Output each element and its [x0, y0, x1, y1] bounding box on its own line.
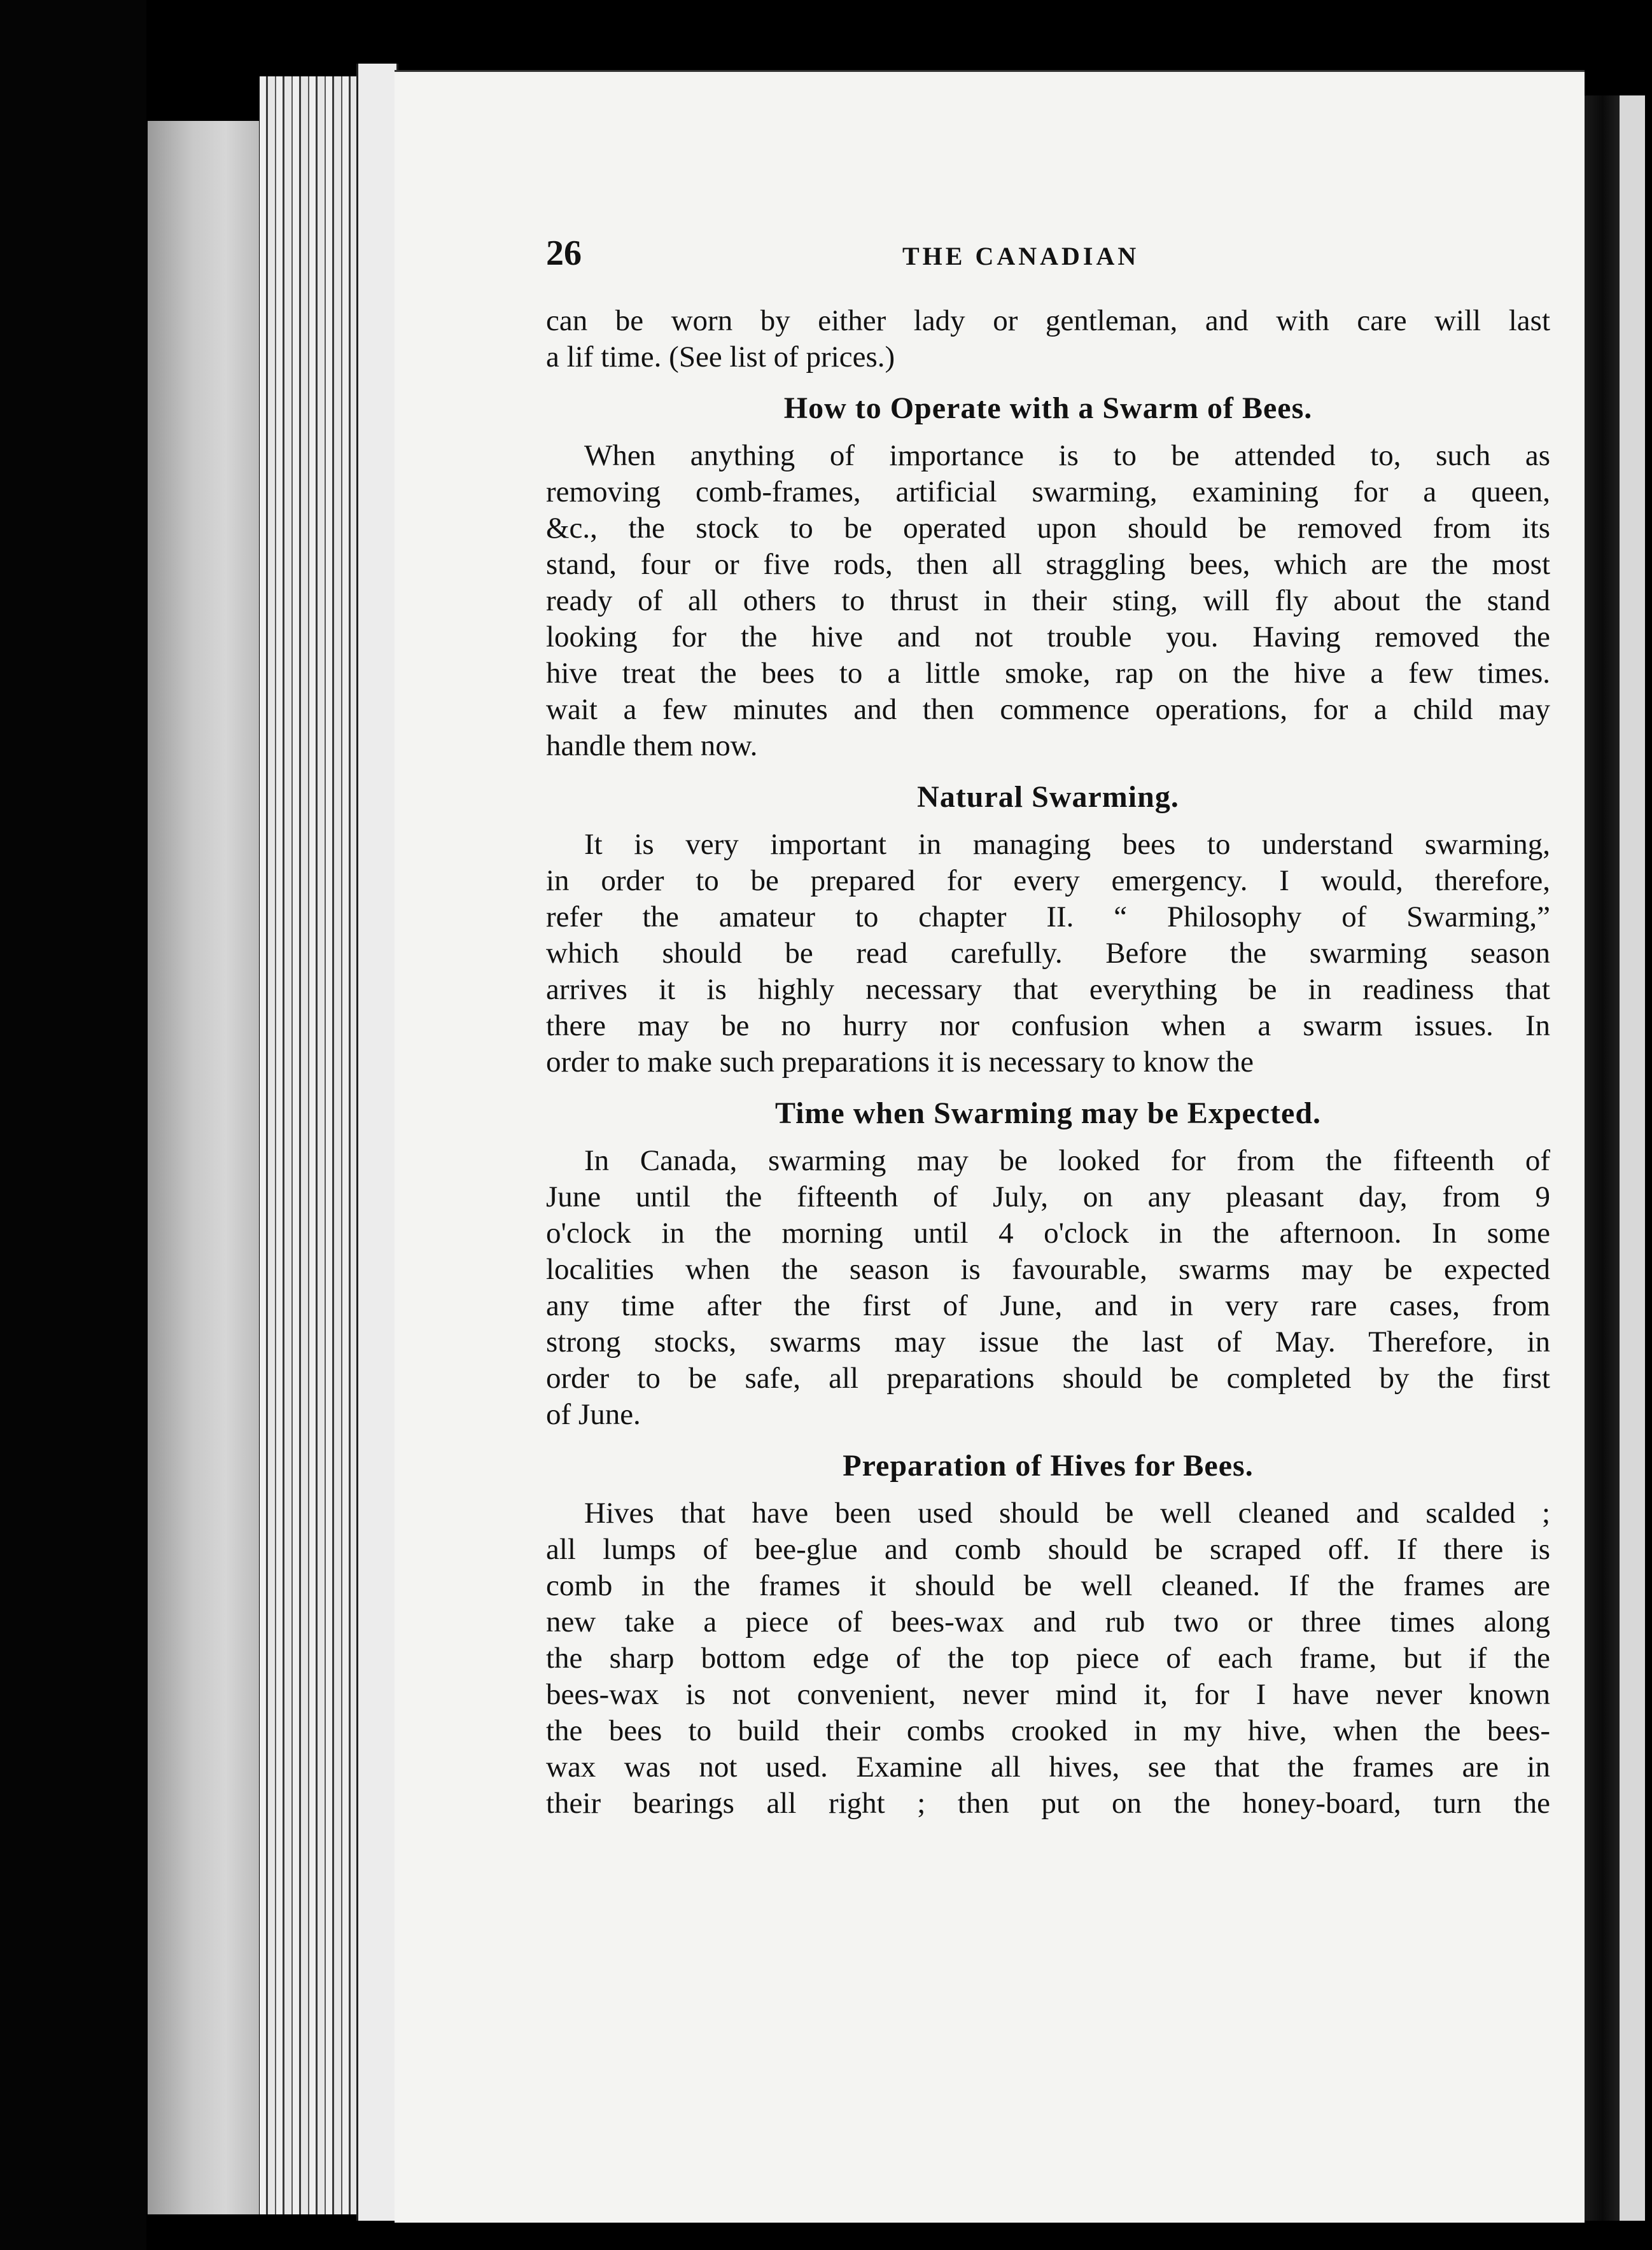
scan-background-left — [0, 0, 146, 2250]
text-line: their bearings all right ; then put on the honey-board, turn the — [546, 1787, 1550, 1820]
paragraph — [546, 1495, 1550, 1822]
text-column — [546, 235, 1550, 1822]
text-line: comb in the frames it should be well cleaned. If the frames are — [546, 1569, 1550, 1602]
book-block-edge — [148, 121, 259, 2214]
text-line: handle them now. — [546, 729, 758, 762]
text-line: localities when the season is favourable, swarms may be expected — [546, 1253, 1550, 1286]
text-line: o'clock in the morning until 4 o'clock in the afternoon. In some — [546, 1217, 1550, 1250]
paragraph — [546, 827, 1550, 1080]
section-heading: Natural Swarming. — [917, 780, 1179, 814]
text-line: the bees to build their combs crooked in my hive, when the bees- — [546, 1714, 1550, 1747]
section-heading: How to Operate with a Swarm of Bees. — [783, 391, 1313, 425]
text-line: &c., the stock to be operated upon should be removed from its — [546, 512, 1550, 545]
text-line: looking for the hive and not trouble you. Having removed the — [546, 620, 1550, 653]
section-heading: Time when Swarming may be Expected. — [774, 1096, 1322, 1130]
text-line: hive treat the bees to a little smoke, rap on the hive a few times. — [546, 657, 1550, 690]
text-line: It is very important in managing bees to understand swarming, — [584, 828, 1550, 861]
text-line: all lumps of bee-glue and comb should be scraped off. If there is — [546, 1533, 1550, 1566]
text-line: in order to be prepared for every emergency. I would, therefore, — [546, 864, 1550, 897]
text-line: strong stocks, swarms may issue the last of May. Therefore, in — [546, 1325, 1550, 1359]
text-line: can be worn by either lady or gentleman, and with care will last — [546, 304, 1550, 337]
text-line: In Canada, swarming may be looked for from the fifteenth of — [584, 1144, 1550, 1177]
text-line: Hives that have been used should be well cleaned and scalded ; — [584, 1497, 1550, 1530]
text-line: arrives it is highly necessary that everything be in readiness that — [546, 973, 1550, 1006]
text-line: new take a piece of bees-wax and rub two or three times along — [546, 1605, 1550, 1639]
text-line: of June. — [546, 1398, 641, 1431]
text-line: wait a few minutes and then commence operations, for a child may — [546, 693, 1550, 726]
adjacent-page-sliver — [1620, 95, 1645, 2221]
text-line: ready of all others to thrust in their sting, will fly about the stand — [546, 584, 1550, 617]
running-title: THE CANADIAN — [902, 242, 1140, 270]
section-heading: Preparation of Hives for Bees. — [843, 1449, 1254, 1483]
page-number: 26 — [546, 234, 582, 273]
page-header — [546, 235, 1550, 280]
text-line: order to make such preparations it is necessary to know the — [546, 1045, 1254, 1079]
paragraph-continuation — [546, 303, 1550, 375]
text-line: a lif time. (See list of prices.) — [546, 340, 895, 374]
text-line: bees-wax is not convenient, never mind it, for I have never known — [546, 1678, 1550, 1711]
page-edge-inner — [356, 64, 398, 2221]
paragraph — [546, 438, 1550, 764]
text-line: which should be read carefully. Before the swarming season — [546, 937, 1550, 970]
text-line: the sharp bottom edge of the top piece of each frame, but if the — [546, 1642, 1550, 1675]
text-line: refer the amateur to chapter II. “ Philosophy of Swarming,” — [546, 900, 1550, 933]
text-line: wax was not used. Examine all hives, see that the frames are in — [546, 1750, 1550, 1784]
text-line: order to be safe, all preparations should be completed by the first — [546, 1362, 1550, 1395]
text-line: When anything of importance is to be attended to, such as — [584, 439, 1550, 472]
text-line: removing comb-frames, artificial swarming, examining for a queen, — [546, 475, 1550, 508]
text-line: there may be no hurry nor confusion when a swarm issues. In — [546, 1009, 1550, 1042]
text-line: June until the fifteenth of July, on any pleasant day, from 9 — [546, 1180, 1550, 1213]
text-line: stand, four or five rods, then all straggling bees, which are the most — [546, 548, 1550, 581]
text-line: any time after the first of June, and in very rare cases, from — [546, 1289, 1550, 1322]
paragraph — [546, 1143, 1550, 1433]
